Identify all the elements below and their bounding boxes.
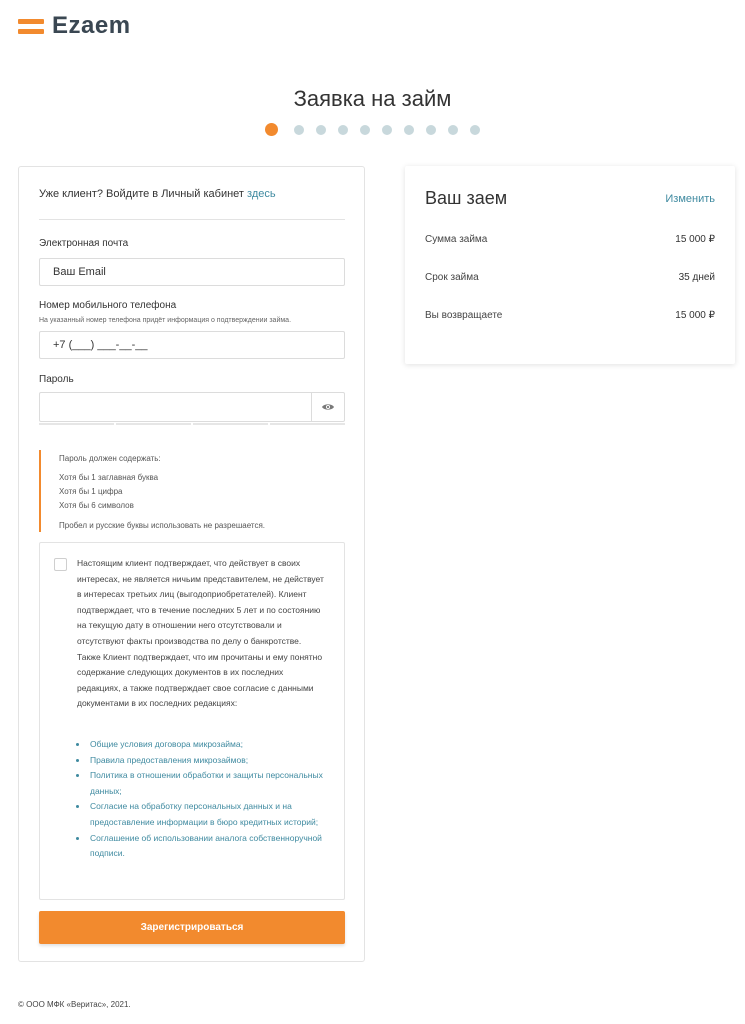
document-link[interactable]: Согласие на обработку персональных данных и на предоставление информации в бюро кредитных историй; xyxy=(74,799,324,830)
loan-row-label: Срок займа xyxy=(425,272,479,283)
login-here-link[interactable]: здесь xyxy=(247,188,276,200)
password-rules xyxy=(39,450,359,532)
step-dot xyxy=(338,125,348,135)
loan-row-return xyxy=(425,310,715,321)
strength-segment xyxy=(116,423,191,425)
email-input[interactable]: Ваш Email xyxy=(39,258,345,286)
step-dot xyxy=(294,125,304,135)
loan-summary-card xyxy=(405,166,735,364)
consent-text: Настоящим клиент подтверждает, что действует в своих интересах, не является ничьим представителем, не действует в интересах третьих лиц (выгодоприобретателей). Клиент подтверждает, что в течение последних 5 лет и по состоянию на текущую дату в отношении него отсутствовали и отсутствуют факты производства по делу о банкротстве. Также Клиент подтверждает, что им прочитаны и ему понятно содержание следующих документов в их последних редакциях, а также подтверждает свое согласие с данными документами в их последних редакциях: xyxy=(77,558,324,709)
document-link[interactable]: Правила предоставления микрозаймов; xyxy=(74,753,324,769)
loan-row-value: 15 000 ₽ xyxy=(675,234,715,245)
strength-segment xyxy=(193,423,268,425)
footer-copyright: © ООО МФК «Веритас», 2021. xyxy=(18,1000,131,1009)
password-rules-note: Пробел и русские буквы использовать не разрешается. xyxy=(59,521,266,530)
loan-title: Ваш заем xyxy=(425,188,508,208)
consent-box xyxy=(39,542,345,900)
change-loan-link[interactable]: Изменить xyxy=(665,193,715,205)
phone-input[interactable]: +7 (___) ___-__-__ xyxy=(39,331,345,359)
divider xyxy=(39,219,345,220)
consent-checkbox[interactable] xyxy=(54,558,67,571)
loan-row-value: 35 дней xyxy=(678,272,715,283)
phone-hint: На указанный номер телефона придёт информация о подтверждении займа. xyxy=(39,317,292,324)
password-rule: Хотя бы 6 символов xyxy=(59,501,134,510)
password-strength-bar xyxy=(39,423,345,425)
loan-row-term xyxy=(425,272,715,283)
registration-form xyxy=(18,166,365,962)
loan-row-value: 15 000 ₽ xyxy=(675,310,715,321)
brand-logo[interactable] xyxy=(18,12,131,40)
brand-name: Ezaem xyxy=(52,12,131,39)
step-dot xyxy=(382,125,392,135)
loan-row-label: Сумма займа xyxy=(425,234,488,245)
eye-icon[interactable] xyxy=(311,393,344,421)
password-rules-title: Пароль должен содержать: xyxy=(59,454,161,463)
logo-mark-icon xyxy=(18,16,44,36)
existing-client-line xyxy=(39,188,276,200)
step-dot xyxy=(404,125,414,135)
step-dot xyxy=(448,125,458,135)
step-dot xyxy=(360,125,370,135)
loan-row-label: Вы возвращаете xyxy=(425,310,503,321)
loan-row-amount xyxy=(425,234,715,245)
phone-label: Номер мобильного телефона xyxy=(39,300,177,311)
password-rule: Хотя бы 1 цифра xyxy=(59,487,123,496)
strength-segment xyxy=(39,423,114,425)
step-dot xyxy=(316,125,326,135)
strength-segment xyxy=(270,423,345,425)
step-dot xyxy=(470,125,480,135)
password-input[interactable] xyxy=(39,392,345,422)
register-button[interactable]: Зарегистрироваться xyxy=(39,911,345,944)
password-label: Пароль xyxy=(39,374,74,385)
step-indicator xyxy=(0,123,745,136)
step-dot xyxy=(426,125,436,135)
step-dot-current xyxy=(265,123,278,136)
email-label: Электронная почта xyxy=(39,238,129,249)
document-link[interactable]: Общие условия договора микрозайма; xyxy=(74,737,324,753)
document-link[interactable]: Политика в отношении обработки и защиты персональных данных; xyxy=(74,768,324,799)
password-rule: Хотя бы 1 заглавная буква xyxy=(59,473,159,482)
document-link[interactable]: Соглашение об использовании аналога собственноручной подписи. xyxy=(74,831,324,862)
existing-client-text: Уже клиент? Войдите в Личный кабинет xyxy=(39,188,244,200)
page-title: Заявка на займ xyxy=(293,86,452,111)
documents-list xyxy=(74,737,324,862)
